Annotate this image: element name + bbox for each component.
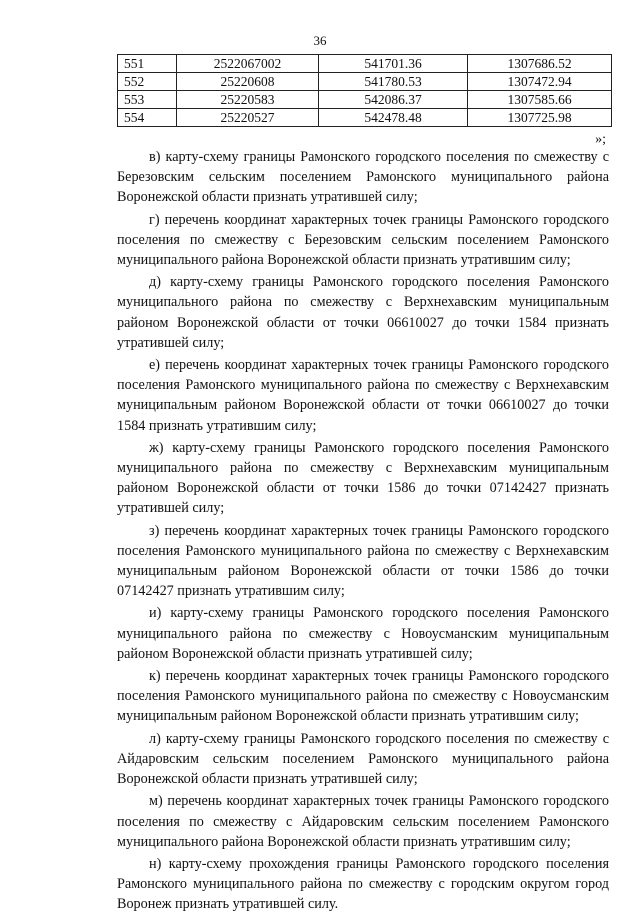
page-number: 36 [313, 33, 327, 48]
point-number-cell: 553 [118, 91, 177, 109]
paragraph-l: л) карту-схему границы Рамонского городского поселения по смежеству с Айдаровским сельским поселением Рамонского муниципального района Воронежской области признать утратившей силу; [117, 730, 609, 788]
table-row [118, 73, 612, 91]
point-number-cell: 551 [118, 55, 177, 73]
paragraph-i: и) карту-схему границы Рамонского городского поселения Рамонского муниципального района по смежеству с Новоусманским муниципальным районом Воронежской области признать утратившей силу; [117, 605, 609, 662]
point-id-cell: 2522067002 [177, 55, 319, 73]
closing-quote-mark: »; [595, 132, 606, 147]
table-row [118, 91, 612, 109]
x-coordinate-cell: 542086.37 [319, 91, 468, 109]
y-coordinate-cell: 1307725.98 [468, 109, 612, 127]
paragraph-e: е) перечень координат характерных точек границы Рамонского городского поселения Рамонского муниципального района по смежеству с Верхнехавским муниципальным районом Воронежской области от точки 06610027 до точки 1584 признать утратившим силу; [117, 357, 609, 434]
table-row [118, 55, 612, 73]
paragraph-v: в) карту-схему границы Рамонского городского поселения по смежеству с Березовским сельским поселением Рамонского муниципального района Воронежской области признать утратившей силу; [117, 149, 609, 206]
point-id-cell: 25220583 [177, 91, 319, 109]
table-row [118, 109, 612, 127]
y-coordinate-cell: 1307472.94 [468, 73, 612, 91]
point-id-cell: 25220608 [177, 73, 319, 91]
y-coordinate-cell: 1307585.66 [468, 91, 612, 109]
y-coordinate-cell: 1307686.52 [468, 55, 612, 73]
paragraph-m: м) перечень координат характерных точек границы Рамонского городского поселения по смежеству с Айдаровским сельским поселением Рамонского муниципального района Воронежской области признать утратившим силу; [117, 793, 609, 850]
point-id-cell: 25220527 [177, 109, 319, 127]
x-coordinate-cell: 542478.48 [319, 109, 468, 127]
body-text [117, 147, 609, 917]
paragraph-n: н) карту-схему прохождения границы Рамонского городского поселения Рамонского муниципального района по смежеству с городским округом город Воронеж признать утратившей силу. [117, 855, 609, 913]
paragraph-zh: ж) карту-схему границы Рамонского городского поселения Рамонского муниципального района по смежеству с Верхнехавским муниципальным районом Воронежской области от точки 1586 до точки 07142427 признать утратившей силу; [117, 439, 609, 517]
paragraph-k: к) перечень координат характерных точек границы Рамонского городского поселения Рамонского муниципального района по смежеству с Новоусманским муниципальным районом Воронежской области признать утратившим силу; [117, 668, 609, 725]
point-number-cell: 554 [118, 109, 177, 127]
paragraph-g: г) перечень координат характерных точек границы Рамонского городского поселения по смежеству с Березовским сельским поселением Рамонского муниципального района Воронежской области признать утратившим силу; [117, 211, 609, 269]
x-coordinate-cell: 541780.53 [319, 73, 468, 91]
point-number-cell: 552 [118, 73, 177, 91]
paragraph-d: д) карту-схему границы Рамонского городского поселения Рамонского муниципального района по смежеству с Верхнехавским муниципальным районом Воронежской области от точки 06610027 до точки 1584 признать утратившей силу; [117, 274, 609, 351]
x-coordinate-cell: 541701.36 [319, 55, 468, 73]
coordinates-table [117, 54, 612, 127]
paragraph-z: з) перечень координат характерных точек границы Рамонского городского поселения Рамонского муниципального района по смежеству с Верхнехавским муниципальным районом Воронежской области от точки 1586 до точки 07142427 признать утратившим силу; [117, 522, 609, 600]
